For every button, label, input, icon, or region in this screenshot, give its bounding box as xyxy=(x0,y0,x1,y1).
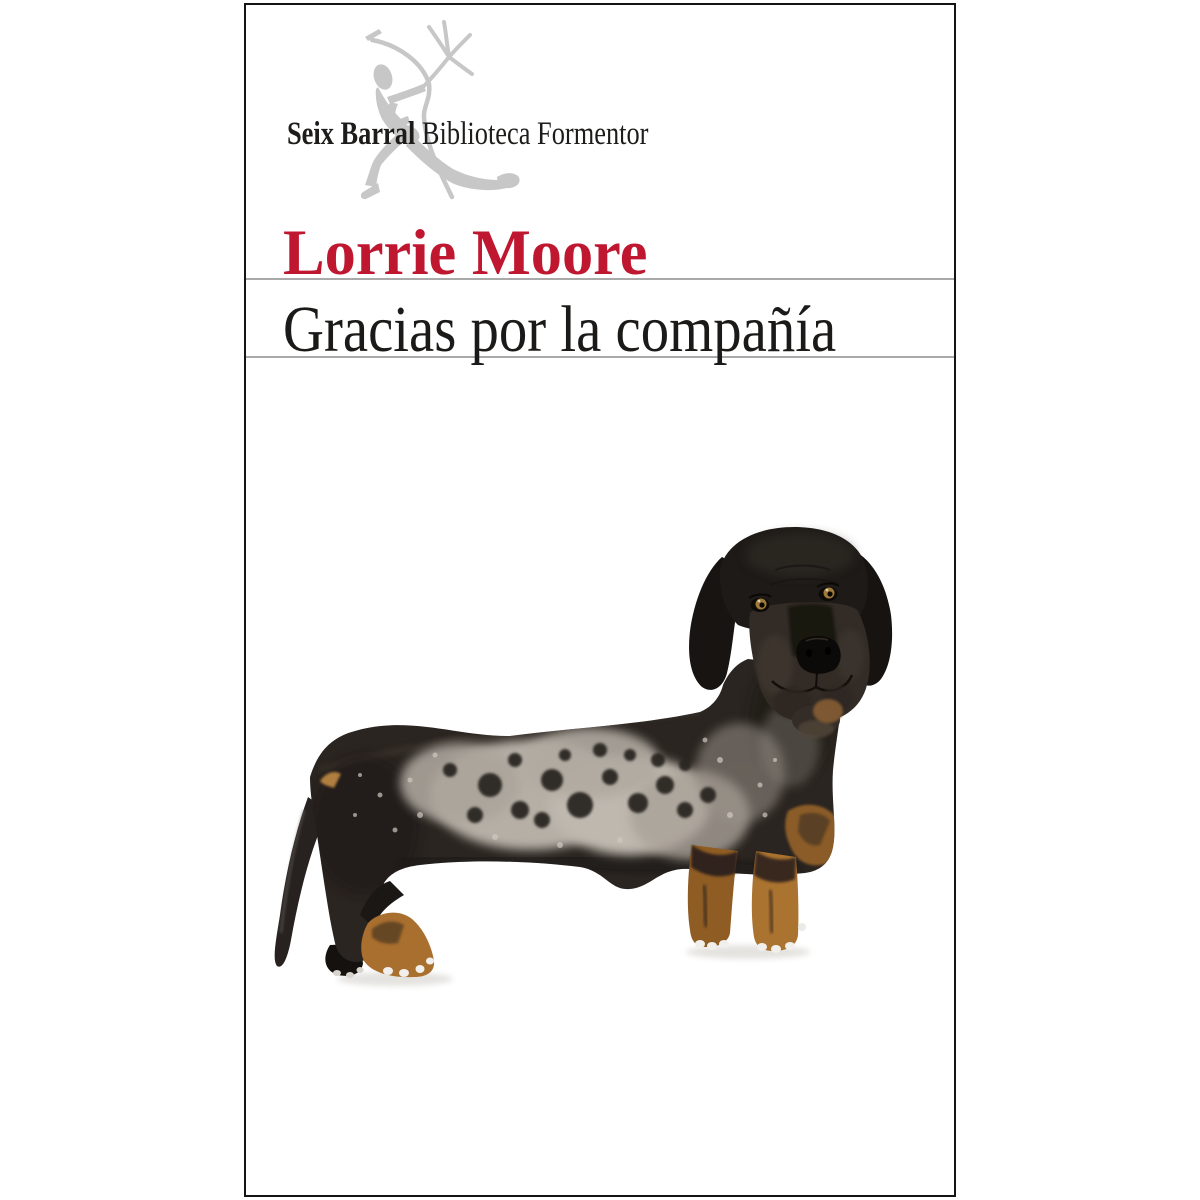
author-name: Lorrie Moore xyxy=(283,217,648,289)
dog-photo xyxy=(260,515,910,995)
cover-surface xyxy=(246,5,954,1195)
publisher-line xyxy=(287,118,648,151)
collection-name: Biblioteca Formentor xyxy=(421,116,649,152)
dog-rear-paw xyxy=(360,881,434,977)
book-cover xyxy=(244,3,956,1197)
dog-chin-tan-patch xyxy=(813,699,843,723)
imprint-name: Seix Barral xyxy=(287,116,416,152)
seix-barral-archer-icon xyxy=(351,19,521,211)
dog-nose xyxy=(796,636,840,674)
book-title: Gracias por la compañía xyxy=(283,293,837,366)
